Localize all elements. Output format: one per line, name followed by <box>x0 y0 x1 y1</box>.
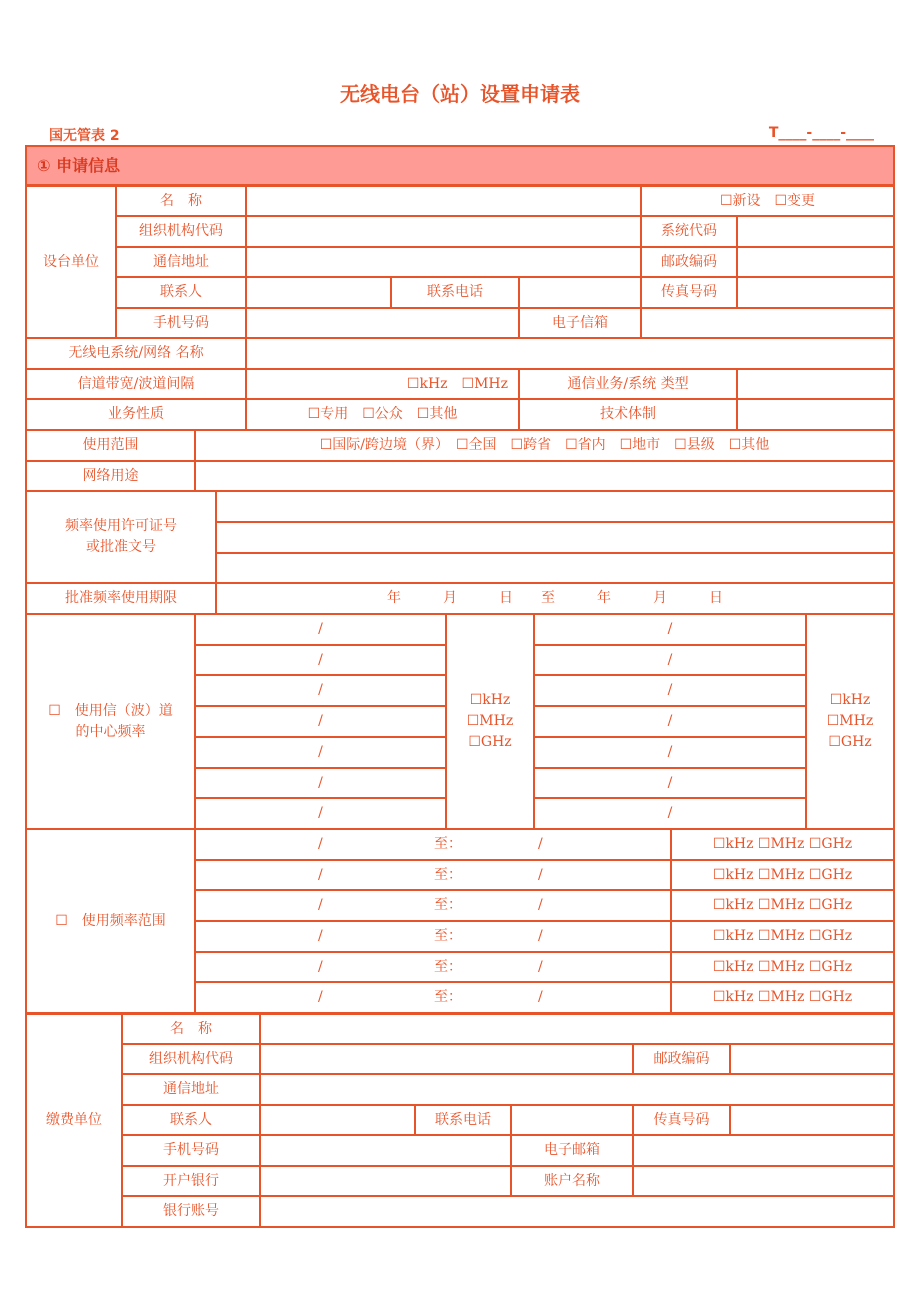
freq-range-row[interactable] <box>195 860 671 890</box>
freq-range-row[interactable] <box>195 982 671 1013</box>
purpose-label: 网络用途 <box>26 461 195 491</box>
freq-range-units[interactable]: ☐kHz ☐MHz ☐GHz <box>671 829 894 860</box>
applicant-name-input[interactable] <box>246 186 641 216</box>
freq-range-to-label: 至： <box>434 958 462 975</box>
applicant-mobile-input[interactable] <box>246 308 519 338</box>
new-change-checkboxes[interactable]: ☐新设 ☐变更 <box>641 186 894 216</box>
center-freq-label-line1: ☐ 使用信（波）道 <box>48 702 173 719</box>
center-freq-label-line2: 的中心频率 <box>75 723 146 740</box>
center-freq-input-right[interactable]: / <box>534 706 806 737</box>
applicant-group-label: 设台单位 <box>26 186 116 338</box>
payer-fax-label: 传真号码 <box>633 1105 730 1135</box>
freq-range-units[interactable]: ☐kHz ☐MHz ☐GHz <box>671 860 894 890</box>
payer-name-input[interactable] <box>260 1013 894 1044</box>
applicant-name-label: 名 称 <box>116 186 246 216</box>
bandwidth-label: 信道带宽/波道间隔 <box>26 369 246 399</box>
system-name-input[interactable] <box>246 338 894 369</box>
payer-account-name-input[interactable] <box>633 1166 894 1196</box>
applicant-email-input[interactable] <box>641 308 894 338</box>
center-freq-input-left[interactable]: / <box>195 768 446 798</box>
payer-email-label: 电子邮箱 <box>511 1135 633 1166</box>
period-label: 批准频率使用期限 <box>26 583 216 614</box>
center-freq-unit-left[interactable] <box>446 614 534 829</box>
center-freq-unit-right[interactable] <box>806 614 894 829</box>
freq-range-units[interactable]: ☐kHz ☐MHz ☐GHz <box>671 921 894 952</box>
center-freq-input-right[interactable]: / <box>534 614 806 645</box>
scope-label: 使用范围 <box>26 430 195 461</box>
payer-postal-code-input[interactable] <box>730 1044 894 1074</box>
payer-email-input[interactable] <box>633 1135 894 1166</box>
applicant-contact-label: 联系人 <box>116 277 246 308</box>
freq-range-to[interactable]: / <box>538 989 543 1005</box>
payer-contact-input[interactable] <box>260 1105 415 1135</box>
payer-bank-input[interactable] <box>260 1166 511 1196</box>
center-freq-input-left[interactable]: / <box>195 675 446 706</box>
center-freq-input-right[interactable]: / <box>534 798 806 829</box>
freq-range-from[interactable]: / <box>318 897 323 913</box>
payer-phone-label: 联系电话 <box>415 1105 511 1135</box>
system-name-label: 无线电系统/网络 名称 <box>26 338 246 369</box>
payer-account-no-input[interactable] <box>260 1196 894 1227</box>
system-code-label: 系统代码 <box>641 216 737 247</box>
license-label-line2: 或批准文号 <box>86 539 156 555</box>
payer-org-code-label: 组织机构代码 <box>122 1044 260 1074</box>
freq-range-from[interactable]: / <box>318 866 323 883</box>
payer-fax-input[interactable] <box>730 1105 894 1135</box>
service-type-label: 通信业务/系统 类型 <box>519 369 737 399</box>
applicant-fax-input[interactable] <box>737 277 894 308</box>
payer-address-label: 通信地址 <box>122 1074 260 1105</box>
freq-range-to[interactable]: / <box>538 897 543 913</box>
license-input-1[interactable] <box>216 491 894 522</box>
applicant-postal-code-input[interactable] <box>737 247 894 277</box>
payer-address-input[interactable] <box>260 1074 894 1105</box>
freq-range-label[interactable]: ☐ 使用频率范围 <box>26 829 195 1013</box>
center-freq-input-left[interactable]: / <box>195 645 446 675</box>
nature-label: 业务性质 <box>26 399 246 430</box>
bandwidth-units[interactable]: ☐kHz ☐MHz <box>406 375 508 392</box>
freq-range-row[interactable] <box>195 921 671 952</box>
center-freq-input-right[interactable]: / <box>534 645 806 675</box>
center-freq-input-right[interactable]: / <box>534 737 806 768</box>
unit-mhz-checkbox[interactable]: ☐MHz <box>826 713 874 729</box>
purpose-input[interactable] <box>195 461 894 491</box>
nature-options[interactable]: ☐专用 ☐公众 ☐其他 <box>246 399 519 430</box>
tech-input[interactable] <box>737 399 894 430</box>
license-label-line1: 频率使用许可证号 <box>65 518 177 534</box>
freq-range-to[interactable]: / <box>538 928 543 944</box>
applicant-fax-label: 传真号码 <box>641 277 737 308</box>
payer-group-label: 缴费单位 <box>26 1013 122 1227</box>
freq-range-to[interactable]: / <box>538 958 543 975</box>
freq-range-to-label: 至： <box>434 897 462 913</box>
center-freq-input-left[interactable]: / <box>195 737 446 768</box>
freq-range-row[interactable] <box>195 890 671 921</box>
applicant-phone-label: 联系电话 <box>391 277 519 308</box>
serial-number-field[interactable]: T____-____-____ <box>768 125 874 141</box>
payer-bank-label: 开户银行 <box>122 1166 260 1196</box>
applicant-address-label: 通信地址 <box>116 247 246 277</box>
freq-range-from[interactable]: / <box>318 958 323 975</box>
freq-range-from[interactable]: / <box>318 989 323 1005</box>
freq-range-to-label: 至： <box>434 928 462 944</box>
section-header: ① 申请信息 <box>26 146 894 186</box>
tech-label: 技术体制 <box>519 399 737 430</box>
payer-org-code-input[interactable] <box>260 1044 633 1074</box>
service-type-input[interactable] <box>737 369 894 399</box>
applicant-phone-input[interactable] <box>519 277 641 308</box>
center-freq-input-right[interactable]: / <box>534 675 806 706</box>
center-freq-input-left[interactable]: / <box>195 706 446 737</box>
payer-postal-code-label: 邮政编码 <box>633 1044 730 1074</box>
center-freq-input-left[interactable]: / <box>195 614 446 645</box>
license-label <box>26 491 216 583</box>
unit-mhz-checkbox[interactable]: ☐MHz <box>466 713 514 729</box>
payer-account-name-label: 账户名称 <box>511 1166 633 1196</box>
applicant-org-code-input[interactable] <box>246 216 641 247</box>
payer-contact-label: 联系人 <box>122 1105 260 1135</box>
freq-range-units[interactable]: ☐kHz ☐MHz ☐GHz <box>671 890 894 921</box>
license-input-2[interactable] <box>216 522 894 553</box>
freq-range-to[interactable]: / <box>538 836 543 852</box>
payer-phone-input[interactable] <box>511 1105 633 1135</box>
payer-name-label: 名 称 <box>122 1013 260 1044</box>
unit-ghz-checkbox[interactable]: ☐GHz <box>828 734 872 750</box>
freq-range-to[interactable]: / <box>538 866 543 883</box>
unit-ghz-checkbox[interactable]: ☐GHz <box>468 734 512 750</box>
center-freq-input-right[interactable]: / <box>534 768 806 798</box>
bandwidth-input[interactable] <box>246 369 519 399</box>
applicant-mobile-label: 手机号码 <box>116 308 246 338</box>
freq-range-row[interactable] <box>195 829 671 860</box>
applicant-email-label: 电子信箱 <box>519 308 641 338</box>
payer-mobile-label: 手机号码 <box>122 1135 260 1166</box>
applicant-contact-input[interactable] <box>246 277 391 308</box>
freq-range-to-label: 至： <box>434 836 462 852</box>
applicant-postal-code-label: 邮政编码 <box>641 247 737 277</box>
freq-range-units[interactable]: ☐kHz ☐MHz ☐GHz <box>671 982 894 1013</box>
system-code-input[interactable] <box>737 216 894 247</box>
freq-range-row[interactable] <box>195 952 671 982</box>
applicant-address-input[interactable] <box>246 247 641 277</box>
page-title: 无线电台（站）设置申请表 <box>340 82 580 106</box>
unit-khz-checkbox[interactable]: ☐kHz <box>829 692 871 708</box>
payer-account-no-label: 银行账号 <box>122 1196 260 1227</box>
period-input[interactable]: 年 月 日 至 年 月 日 <box>216 583 894 614</box>
payer-mobile-input[interactable] <box>260 1135 511 1166</box>
center-freq-input-left[interactable]: / <box>195 798 446 829</box>
form-number: 国无管表 2 <box>49 128 120 144</box>
license-input-3[interactable] <box>216 553 894 583</box>
unit-khz-checkbox[interactable]: ☐kHz <box>469 692 511 708</box>
freq-range-to-label: 至： <box>434 866 462 883</box>
freq-range-from[interactable]: / <box>318 836 323 852</box>
freq-range-to-label: 至： <box>434 989 462 1005</box>
applicant-org-code-label: 组织机构代码 <box>116 216 246 247</box>
freq-range-units[interactable]: ☐kHz ☐MHz ☐GHz <box>671 952 894 982</box>
scope-options[interactable]: ☐国际/跨边境（界） ☐全国 ☐跨省 ☐省内 ☐地市 ☐县级 ☐其他 <box>195 430 894 461</box>
freq-range-from[interactable]: / <box>318 928 323 944</box>
center-freq-label[interactable] <box>26 614 195 829</box>
